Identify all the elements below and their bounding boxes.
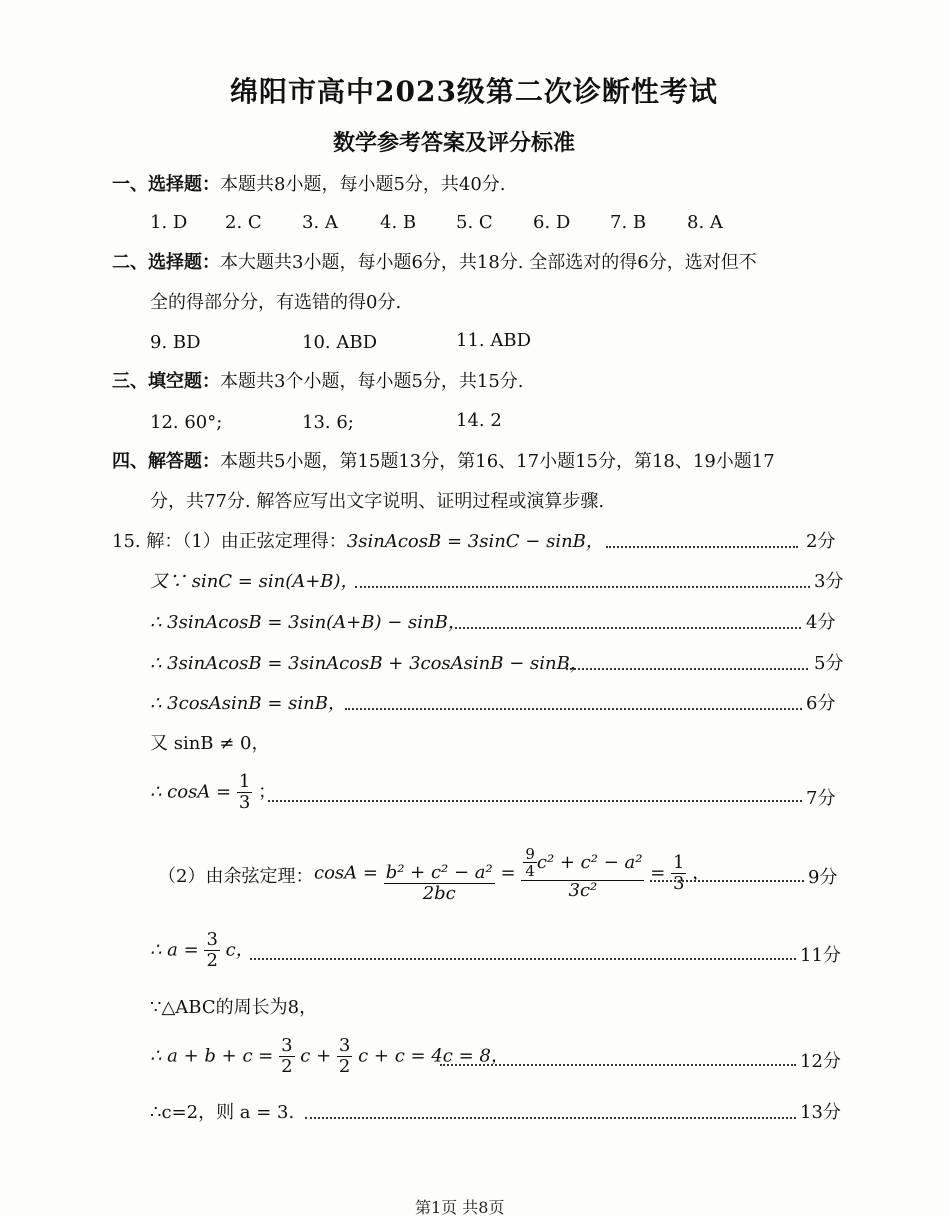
dot-leader: [355, 586, 810, 588]
score-7: 7分: [806, 788, 836, 809]
q15-part2-label: （2）由余弦定理：: [158, 866, 314, 887]
score-5: 5分: [814, 653, 844, 674]
section1: [112, 176, 506, 194]
q15-l9-suffix: c，: [225, 939, 254, 961]
q15-l9: [150, 930, 254, 971]
fraction: [521, 846, 644, 901]
q15-l11-prefix: ∴ a + b + c =: [150, 1045, 274, 1067]
q15-l9-prefix: ∴ a =: [150, 939, 199, 961]
section2-desc-line1: 本大题共3小题，每小题6分，共18分. 全部选对的得6分，选对但不: [220, 252, 757, 273]
score-4: 4分: [806, 612, 836, 633]
q15-l8-prefix: cosA =: [314, 862, 378, 884]
dot-leader: [566, 668, 808, 670]
numerator: 9: [525, 844, 535, 863]
section2: [112, 254, 757, 272]
section4-desc-line2: 分，共77分. 解答应写出文字说明、证明过程或演算步骤.: [150, 491, 605, 512]
fraction: [204, 930, 219, 971]
fraction: [279, 1036, 294, 1077]
answer-10: 10. ABD: [302, 332, 378, 353]
denominator: 2bc: [422, 882, 456, 904]
fraction: [671, 853, 686, 894]
dot-leader: [455, 627, 801, 629]
score-12: 12分: [800, 1051, 841, 1072]
numerator: b² + c² − a²: [384, 843, 495, 884]
equals-sign: =: [650, 862, 666, 884]
section1-desc: 本题共8小题，每小题5分，共40分.: [220, 174, 506, 195]
section3-heading: 三、填空题：: [112, 371, 220, 392]
score-13: 13分: [800, 1102, 841, 1123]
section4-heading: 四、解答题：: [112, 451, 220, 472]
comma: ，: [692, 862, 711, 884]
dot-leader: [305, 1117, 796, 1119]
q15-l11-suffix: c + c = 4c = 8，: [358, 1045, 509, 1067]
q15-l1-eq: 3sinAcosB = 3sinC − sinB，: [346, 531, 604, 552]
q15-l7: [150, 772, 276, 813]
numerator: 3: [206, 929, 218, 950]
q15-label: 15. 解：: [112, 531, 183, 552]
q15-l6-text: 又 sinB ≠ 0，: [150, 733, 270, 754]
q15-l11-mid: c +: [300, 1045, 332, 1067]
dot-leader: [345, 708, 802, 710]
score-11: 11分: [800, 945, 841, 966]
section2-heading: 二、选择题：: [112, 252, 220, 273]
section3: [112, 373, 524, 391]
section3-desc: 本题共3个小题，每小题5分，共15分.: [220, 371, 524, 392]
numerator: 1: [673, 852, 685, 873]
denominator: 3: [673, 872, 685, 894]
denominator: 2: [206, 949, 218, 971]
dot-leader: [606, 546, 798, 548]
dot-leader: [650, 880, 804, 882]
score-3: 3分: [814, 571, 844, 592]
section4: [112, 453, 775, 471]
q15-line1: [112, 533, 604, 551]
dot-leader: [250, 958, 796, 960]
answer-7: 7. B: [610, 212, 647, 233]
dot-leader: [268, 800, 802, 802]
page-subtitle: 数学参考答案及评分标准: [333, 130, 576, 156]
page-title: 绵阳市高中2023级第二次诊断性考试: [230, 75, 718, 108]
q15-l5-eq: ∴ 3cosAsinB = sinB，: [150, 693, 346, 714]
q15-l7-prefix: ∴ cosA =: [150, 781, 232, 803]
q15-l8: [314, 843, 710, 904]
q15-l11: [150, 1036, 509, 1077]
section4-desc-line1: 本题共5小题，第15题13分，第16、17小题15分，第18、19小题17: [220, 451, 775, 472]
answer-3: 3. A: [302, 212, 338, 233]
denominator: 3: [238, 791, 251, 813]
denominator: 2: [281, 1055, 293, 1077]
q15-l4-eq: ∴ 3sinAcosB = 3sinAcosB + 3cosAsinB − sinB，: [150, 653, 588, 674]
q15-l3-eq: ∴ 3sinAcosB = 3sin(A+B) − sinB，: [150, 612, 466, 633]
score-6: 6分: [806, 693, 836, 714]
answer-5: 5. C: [456, 212, 493, 233]
denominator: 3c²: [568, 879, 598, 901]
q15-l2-eq: 又∵ sinC = sin(A+B)，: [150, 571, 359, 592]
answer-2: 2. C: [225, 212, 262, 233]
answer-13: 13. 6;: [302, 412, 354, 433]
score-9: 9分: [808, 867, 838, 888]
equals-sign: =: [500, 862, 516, 884]
dot-leader: [440, 1064, 796, 1066]
section2-desc-line2: 全的得部分分，有选错的得0分.: [150, 292, 402, 313]
fraction: [384, 843, 495, 904]
answer-6: 6. D: [533, 212, 571, 233]
answer-8: 8. A: [687, 212, 723, 233]
numerator: 3: [338, 1035, 351, 1056]
q15-l12-text: ∴c=2，则 a = 3.: [150, 1102, 295, 1123]
answer-11: 11. ABD: [456, 330, 532, 351]
fraction: [237, 772, 252, 813]
q15-l10-text: ∵△ABC的周长为8，: [150, 997, 318, 1018]
section1-heading: 一、选择题：: [112, 174, 220, 195]
q15-part1-label: （1）由正弦定理得：: [182, 531, 347, 552]
score-2: 2分: [806, 531, 836, 552]
fraction: [337, 1036, 352, 1077]
denominator: 4: [525, 862, 535, 881]
denominator: 2: [338, 1055, 351, 1077]
page-number: 第1页 共8页: [415, 1198, 505, 1216]
numerator-rest: c² + c² − a²: [536, 851, 643, 873]
answer-9: 9. BD: [150, 332, 201, 353]
fraction: [523, 846, 537, 880]
numerator: 1: [238, 771, 251, 792]
footer-clip: [0, 1195, 950, 1216]
q15-l7-suffix: ；: [258, 781, 277, 803]
answer-14: 14. 2: [456, 410, 502, 431]
answer-12: 12. 60°;: [150, 412, 223, 433]
numerator: 3: [281, 1035, 293, 1056]
answer-1: 1. D: [150, 212, 188, 233]
answer-4: 4. B: [380, 212, 417, 233]
numerator: [521, 846, 644, 881]
